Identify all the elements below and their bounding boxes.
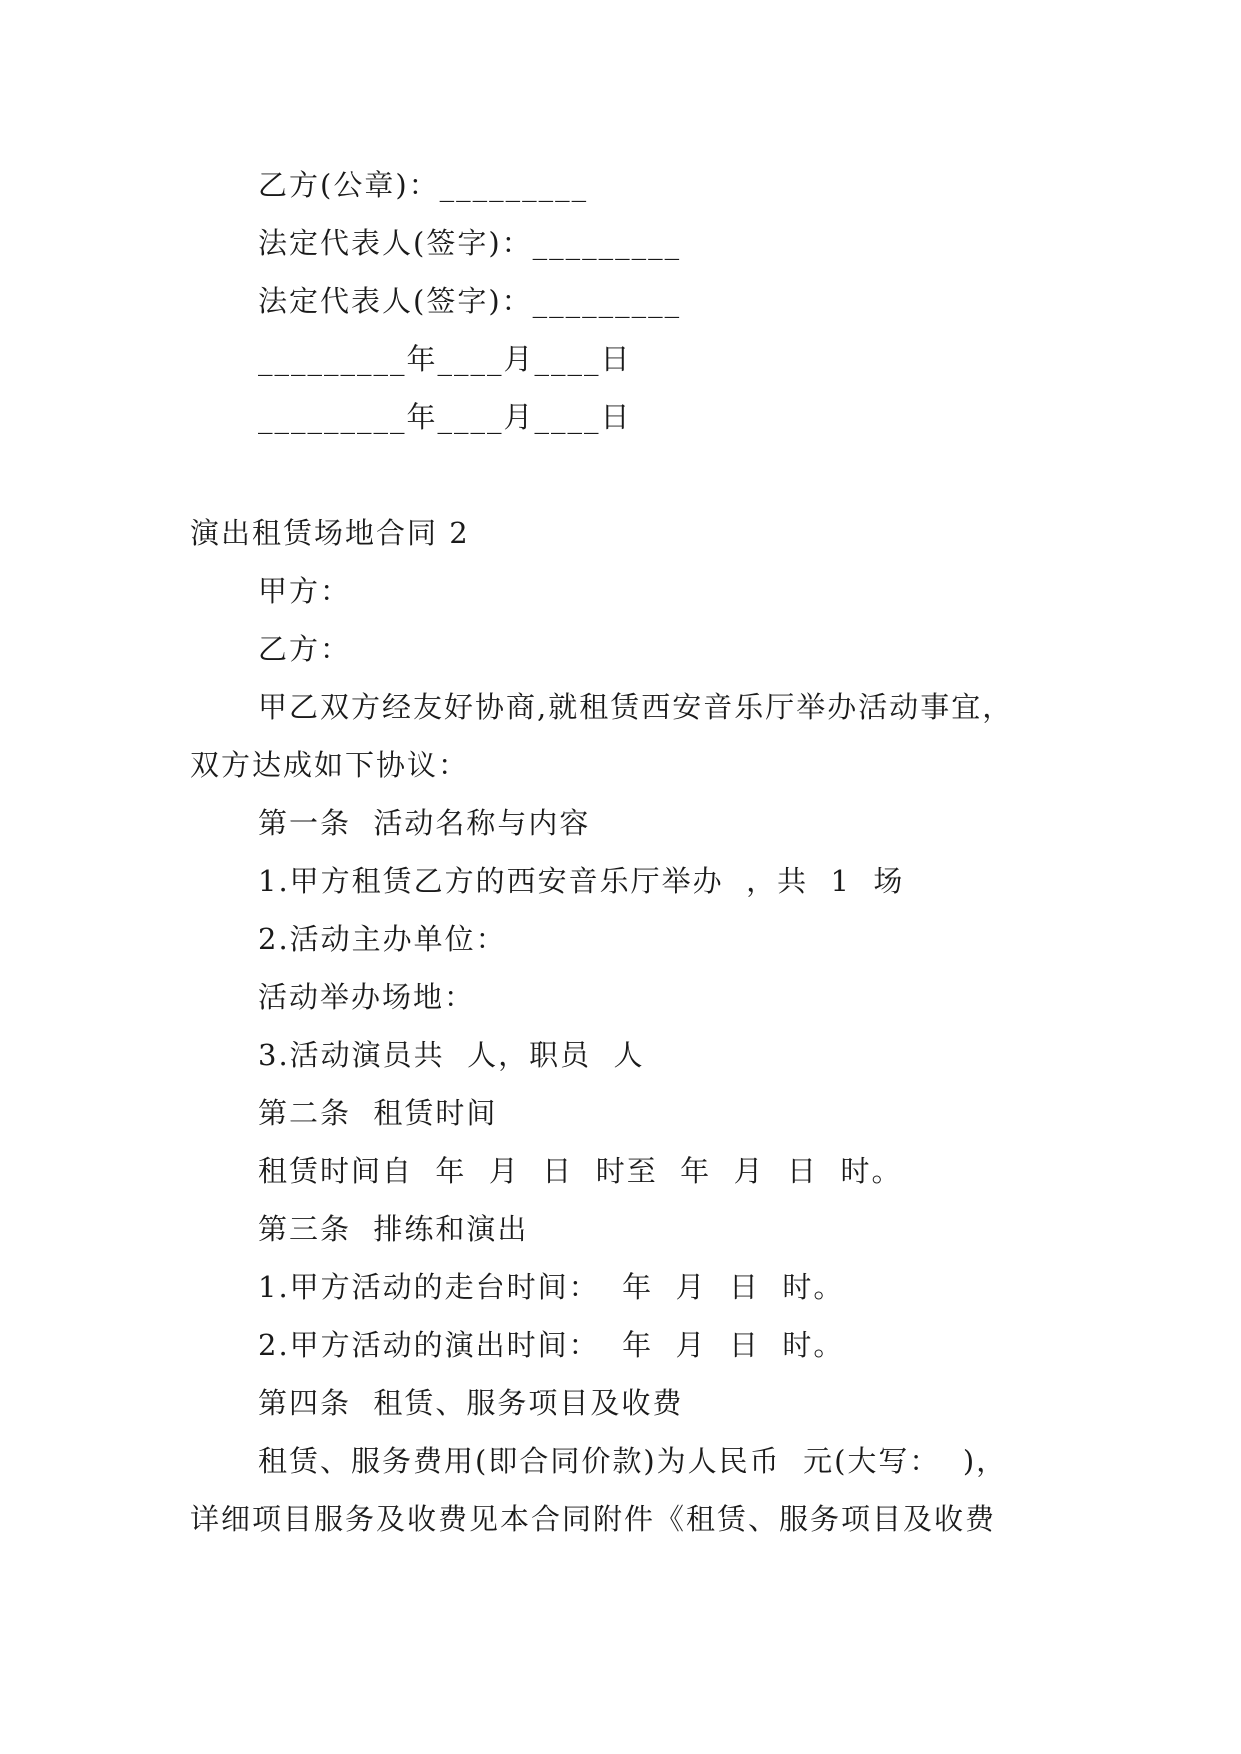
intro-paragraph-line: 甲乙双方经友好协商,就租赁西安音乐厅举办活动事宜， — [258, 690, 1014, 724]
article-item: 3.活动演员共 人，职员 人 — [258, 1038, 645, 1072]
legal-rep-signature-line: 法定代表人(签字)：_________ — [258, 284, 682, 318]
article-item: 1.甲方租赁乙方的西安音乐厅举办 ，共 1 场 — [258, 864, 905, 898]
date-line: _________年____月____日 — [258, 400, 632, 434]
date-line: _________年____月____日 — [258, 342, 632, 376]
article-title: 第四条 租赁、服务项目及收费 — [258, 1386, 684, 1420]
article-title: 第三条 排练和演出 — [258, 1212, 529, 1246]
party-a-label: 甲方： — [258, 574, 352, 608]
article-item: 租赁时间自 年 月 日 时至 年 月 日 时。 — [258, 1154, 903, 1188]
article-title: 第二条 租赁时间 — [258, 1096, 498, 1130]
article-item: 2.活动主办单位： — [258, 922, 507, 956]
party-b-label: 乙方： — [258, 632, 352, 666]
article-item: 1.甲方活动的走台时间： 年 月 日 时。 — [258, 1270, 845, 1304]
legal-rep-signature-line: 法定代表人(签字)：_________ — [258, 226, 682, 260]
article-title: 第一条 活动名称与内容 — [258, 806, 591, 840]
contract-title: 演出租赁场地合同 2 — [190, 516, 470, 550]
article-item: 2.甲方活动的演出时间： 年 月 日 时。 — [258, 1328, 845, 1362]
party-b-seal-line: 乙方(公章)：_________ — [258, 168, 589, 202]
article-paragraph-line: 详细项目服务及收费见本合同附件《租赁、服务项目及收费 — [190, 1502, 997, 1536]
article-paragraph-line: 租赁、服务费用(即合同价款)为人民币 元(大写： )， — [258, 1444, 1008, 1478]
article-item: 活动举办场地： — [258, 980, 476, 1014]
intro-paragraph-line: 双方达成如下协议： — [190, 748, 470, 782]
